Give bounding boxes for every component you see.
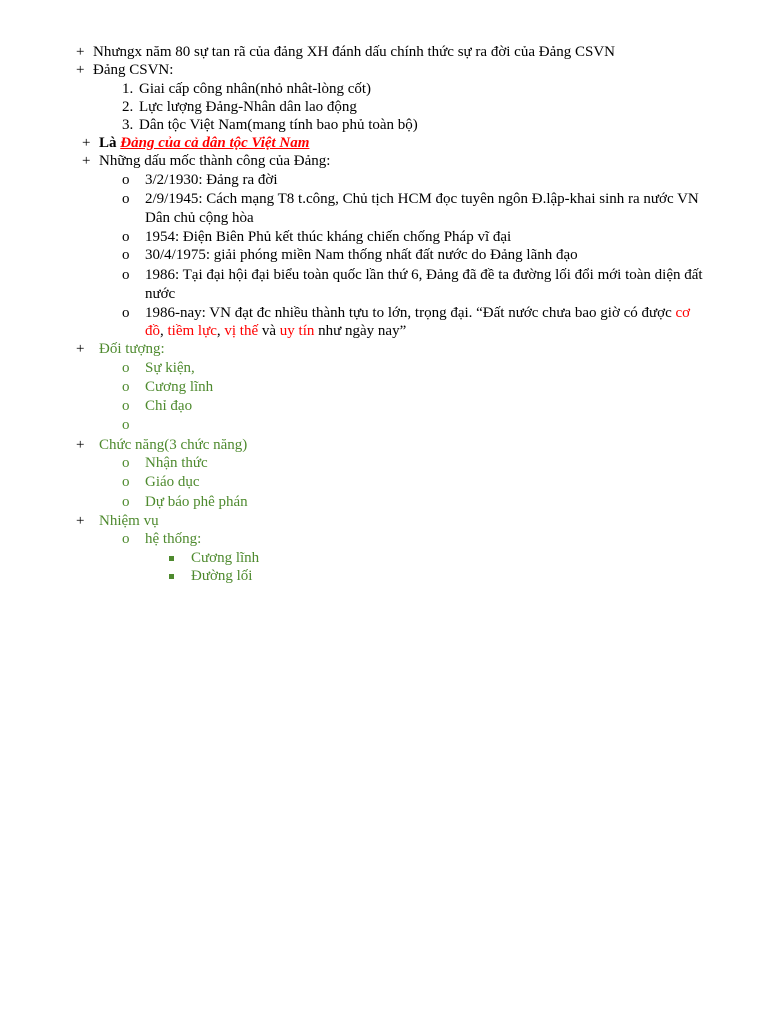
red-word: tiềm lực <box>167 323 217 339</box>
plus-bullet: + <box>82 153 91 169</box>
plus-bullet: + <box>76 44 85 60</box>
circle-bullet: o <box>122 172 130 188</box>
section-heading: Chức năng(3 chức năng) <box>99 437 248 453</box>
circle-bullet: o <box>122 379 130 395</box>
sub-item: Sự kiện, <box>145 360 195 376</box>
square-bullet <box>169 556 174 561</box>
number-marker: 1. <box>122 81 134 97</box>
milestone-item: 2/9/1945: Cách mạng T8 t.công, Chủ tịch HCM đọc tuyên ngôn Đ.lập-khai sinh ra nước VN <box>145 191 699 207</box>
circle-bullet: o <box>122 305 130 321</box>
circle-bullet-empty: o <box>122 417 130 433</box>
milestone-item: 1954: Điện Biên Phủ kết thúc kháng chiến chống Pháp vĩ đại <box>145 229 512 245</box>
circle-bullet: o <box>122 360 130 376</box>
square-bullet <box>169 574 174 579</box>
plus-bullet: + <box>76 62 85 78</box>
red-word: vị thế <box>224 323 259 339</box>
sub-item: Cương lĩnh <box>145 379 214 395</box>
la-label: Là <box>99 135 121 151</box>
milestone-item-cont <box>145 322 406 341</box>
closing-text: như ngày nay” <box>314 323 407 339</box>
section-heading: Đối tượng: <box>99 341 165 357</box>
sub-item: hệ thống: <box>145 531 202 547</box>
sub-item: Dự báo phê phán <box>145 494 248 510</box>
circle-bullet: o <box>122 531 130 547</box>
sub-sub-item: Cương lĩnh <box>191 550 260 566</box>
numbered-item: Giai cấp công nhân(nhỏ nhât-lòng cốt) <box>139 81 372 97</box>
circle-bullet: o <box>122 191 130 207</box>
circle-bullet: o <box>122 398 130 414</box>
red-word: uy tín <box>279 323 315 339</box>
sub-item: Chỉ đạo <box>145 398 193 414</box>
section-heading: Nhiệm vụ <box>99 513 159 529</box>
milestone-item: 1986: Tại đại hội đại biểu toàn quốc lần thứ 6, Đảng đã đề ta đường lối đổi mới toàn diện đất <box>145 267 703 283</box>
plus-bullet: + <box>76 437 85 453</box>
number-marker: 2. <box>122 99 134 115</box>
sub-sub-item: Đường lối <box>191 568 253 584</box>
milestone-item: 3/2/1930: Đảng ra đời <box>145 172 278 188</box>
circle-bullet: o <box>122 247 130 263</box>
milestone-text: 1986-nay: VN đạt đc nhiều thành tựu to lớn, trọng đại. “Đất nước chưa bao giờ có được <box>145 305 676 321</box>
text-line: Những dấu mốc thành công của Đảng: <box>99 153 331 169</box>
numbered-item: Dân tộc Việt Nam(mang tính bao phủ toàn bộ) <box>139 117 418 133</box>
party-of-nation-link: Đảng của cả dân tộc Việt Nam <box>120 135 310 151</box>
milestone-item-cont: Dân chủ cộng hòa <box>145 210 254 226</box>
circle-bullet: o <box>122 474 130 490</box>
circle-bullet: o <box>122 267 130 283</box>
separator-text: và <box>258 323 280 339</box>
red-word: đồ <box>145 323 160 339</box>
separator-text: , <box>216 323 225 339</box>
red-word: cơ <box>675 305 691 321</box>
circle-bullet: o <box>122 229 130 245</box>
sub-item: Nhận thức <box>145 455 208 471</box>
milestone-item <box>145 304 690 323</box>
milestone-item-cont: nước <box>145 286 176 302</box>
text-line: Đảng CSVN: <box>93 62 174 78</box>
arrow-plus-bullet: + <box>82 135 91 151</box>
numbered-item: Lực lượng Đảng-Nhân dân lao động <box>139 99 357 115</box>
separator-text: , <box>160 323 168 339</box>
sub-item: Giáo dục <box>145 474 200 490</box>
highlight-line <box>99 134 309 153</box>
text-line: Nhưngx năm 80 sự tan rã của đảng XH đánh dấu chính thức sự ra đời của Đảng CSVN <box>93 44 616 60</box>
number-marker: 3. <box>122 117 134 133</box>
milestone-item: 30/4/1975: giải phóng miền Nam thống nhất đất nước do Đảng lãnh đạo <box>145 247 578 263</box>
plus-bullet: + <box>76 513 85 529</box>
circle-bullet: o <box>122 455 130 471</box>
plus-bullet: + <box>76 341 85 357</box>
circle-bullet: o <box>122 494 130 510</box>
